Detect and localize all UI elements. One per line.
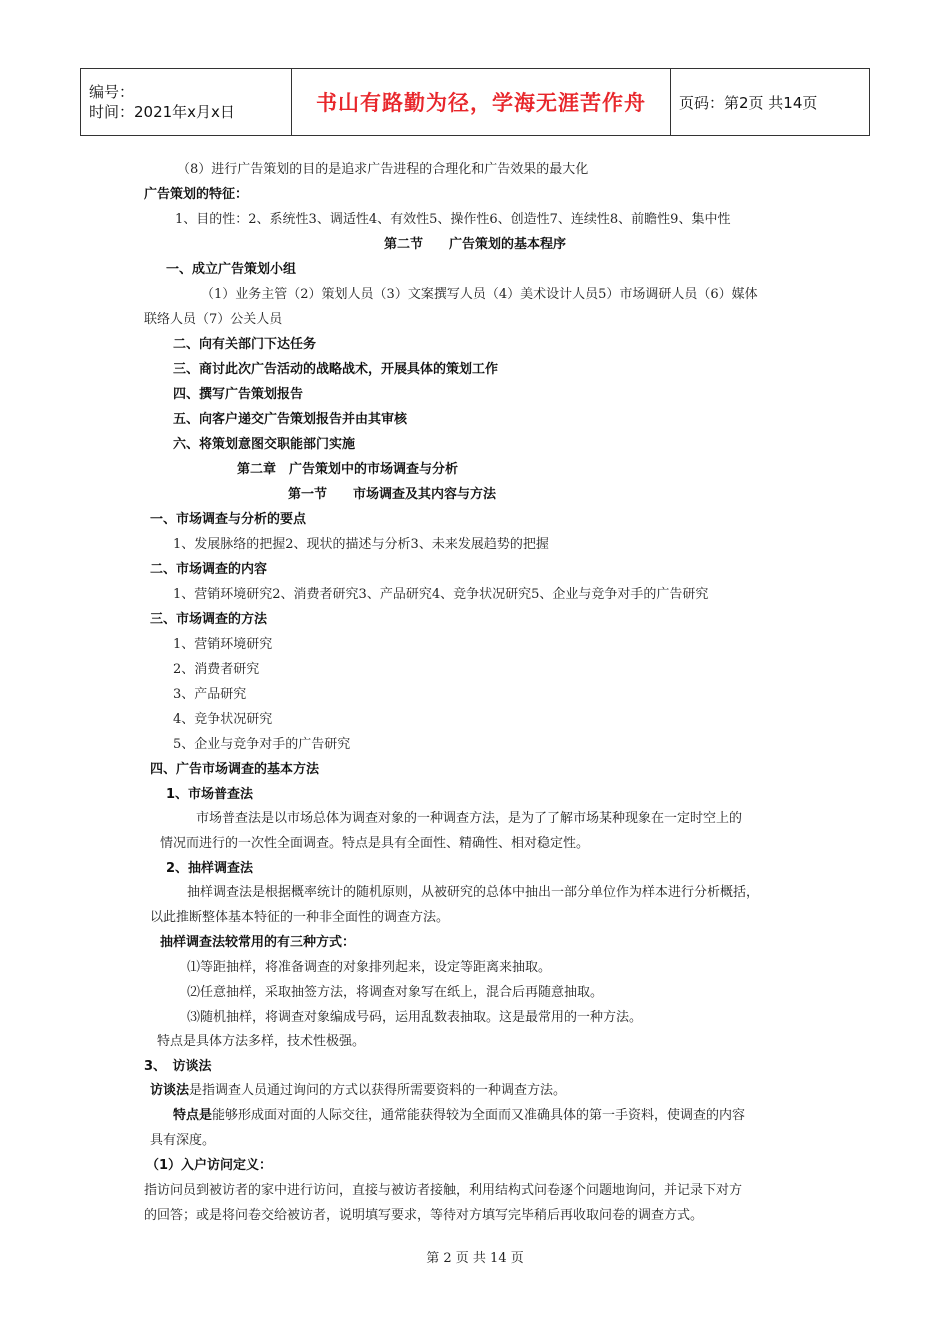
list-item: 3、产品研究: [173, 687, 247, 702]
section-title: 第一节 市场调查及其内容与方法: [288, 487, 497, 502]
body-line: 联络人员（7）公关人员: [144, 312, 283, 327]
list-item: ⑴等距抽样，将准备调查的对象排列起来，设定等距离来抽取。: [187, 960, 552, 975]
section-heading: 二、市场调查的内容: [150, 562, 268, 577]
section-heading: 四、广告市场调查的基本方法: [150, 762, 320, 777]
body-line: 指访问员到被访者的家中进行访问，直接与被访者接触，利用结构式问卷逐个问题地询问，并记录下对方: [144, 1183, 743, 1198]
page-footer: 第 2 页 共 14 页: [426, 1251, 524, 1266]
subsection-heading: （1）入户访问定义：: [146, 1158, 273, 1173]
section-heading: 三、市场调查的方法: [150, 612, 268, 627]
inline-text: 能够形成面对面的人际交往，通常能获得较为全面而又准确具体的第一手资料，使调查的内容: [212, 1108, 746, 1123]
body-line: 情况而进行的一次性全面调查。特点是具有全面性、精确性、相对稳定性。: [160, 836, 590, 851]
body-line: 抽样调查法是根据概率统计的随机原则，从被研究的总体中抽出一部分单位作为样本进行分析概括，: [187, 885, 760, 900]
inline-term: 访谈法: [150, 1083, 190, 1098]
body-line: 的回答；或是将问卷交给被访者，说明填写要求，等待对方填写完毕稍后再收取问卷的调查方式。: [144, 1208, 704, 1223]
section-heading: 广告策划的特征：: [144, 187, 249, 202]
body-line: [150, 1081, 566, 1101]
list-item: 5、企业与竞争对手的广告研究: [173, 737, 351, 752]
document-date-label: 时间：2021年x月x日: [89, 103, 235, 121]
body-line: 具有深度。: [150, 1133, 216, 1148]
list-item: 4、竞争状况研究: [173, 712, 273, 727]
body-line: 特点是具体方法多样，技术性极强。: [157, 1034, 366, 1049]
header-meta: [81, 69, 292, 136]
header-page-info: 页码：第2页 共14页: [671, 69, 870, 136]
body-line: 1、目的性：2、系统性3、调适性4、有效性5、操作性6、创造性7、连续性8、前瞻性9、集中性: [175, 212, 731, 227]
header-motto: 书山有路勤为径，学海无涯苦作舟: [292, 69, 671, 136]
body-line: （8）进行广告策划的目的是追求广告进程的合理化和广告效果的最大化: [177, 162, 589, 177]
subsection-heading: 2、抽样调查法: [166, 861, 254, 876]
document-number-label: 编号：: [89, 83, 135, 101]
section-heading: 一、成立广告策划小组: [166, 262, 297, 277]
list-item: 1、营销环境研究: [173, 637, 273, 652]
section-heading: 五、向客户递交广告策划报告并由其审核: [173, 412, 408, 427]
subsection-heading: 1、市场普查法: [166, 787, 254, 802]
section-heading: 二、向有关部门下达任务: [173, 337, 317, 352]
section-heading: 六、将策划意图交职能部门实施: [173, 437, 356, 452]
body-line: 1、营销环境研究2、消费者研究3、产品研究4、竞争状况研究5、企业与竞争对手的广告研究: [173, 587, 709, 602]
section-title: 第二节 广告策划的基本程序: [384, 237, 567, 252]
body-line: （1）业务主管（2）策划人员（3）文案撰写人员（4）美术设计人员5）市场调研人员（6）媒体: [201, 287, 758, 302]
body-line: [173, 1106, 745, 1126]
inline-text: 是指调查人员通过询问的方式以获得所需要资料的一种调查方法。: [189, 1083, 567, 1098]
chapter-title: 第二章 广告策划中的市场调查与分析: [237, 462, 459, 477]
list-item: ⑵任意抽样，采取抽签方法，将调查对象写在纸上，混合后再随意抽取。: [187, 985, 604, 1000]
subsection-heading: 3、 访谈法: [144, 1059, 212, 1074]
section-heading: 三、商讨此次广告活动的战略战术，开展具体的策划工作: [173, 362, 499, 377]
section-heading: 四、撰写广告策划报告: [173, 387, 304, 402]
section-heading: 一、市场调查与分析的要点: [150, 512, 307, 527]
page-header-table: [80, 68, 870, 136]
body-line: 1、发展脉络的把握2、现状的描述与分析3、未来发展趋势的把握: [173, 537, 549, 552]
body-line: 市场普查法是以市场总体为调查对象的一种调查方法，是为了了解市场某种现象在一定时空上的: [196, 811, 743, 826]
list-item: ⑶随机抽样，将调查对象编成号码，运用乱数表抽取。这是最常用的一种方法。: [187, 1010, 643, 1025]
inline-term: 特点是: [173, 1108, 213, 1123]
list-item: 2、消费者研究: [173, 662, 260, 677]
subsection-heading: 抽样调查法较常用的有三种方式：: [160, 935, 356, 950]
body-line: 以此推断整体基本特征的一种非全面性的调查方法。: [150, 910, 450, 925]
